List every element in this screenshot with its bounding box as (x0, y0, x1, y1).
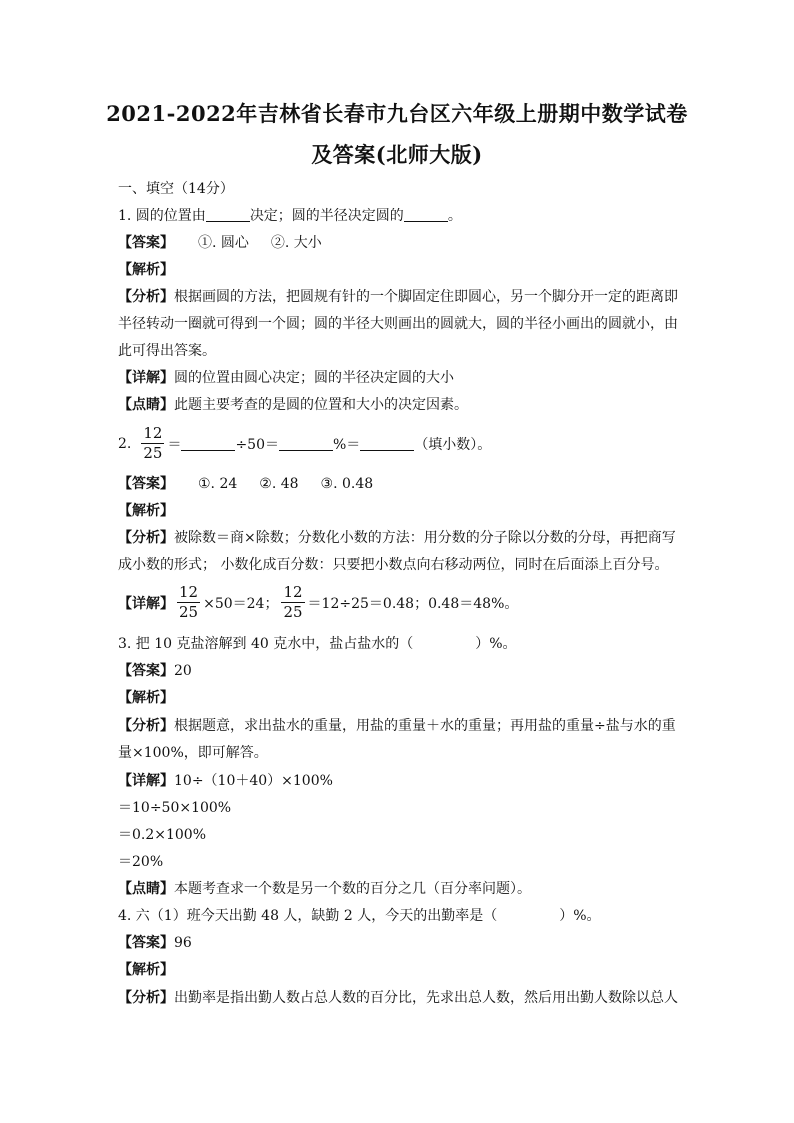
question-3 (118, 634, 517, 654)
q1-answer-a: ①. 圆心 (198, 235, 249, 251)
q2-xj-fraction-1 (177, 583, 200, 622)
q2-xj-frac1-den: 25 (179, 603, 199, 621)
q1-xiangjie (118, 368, 454, 388)
q2-answer (118, 474, 373, 494)
q2-fenxi-2: 成小数的形式； 小数化成百分数：只要把小数点向右移动两位，同时在后面添上百分号。 (118, 557, 669, 573)
q2-blank-3[interactable] (360, 436, 414, 451)
q2-pct-eq: %＝ (333, 436, 361, 453)
q1-blank-2[interactable] (404, 207, 448, 222)
fenxi-label: 【分析】 (118, 289, 174, 305)
q2-answer-c: ③. 0.48 (320, 476, 374, 492)
q4-fenxi-1 (118, 988, 678, 1008)
section-heading: 一、填空（14分） (118, 181, 234, 197)
q2-fenxi-text-1: 被除数＝商×除数；分数化小数的方法：用分数的分子除以分数的分母，再把商写 (174, 530, 676, 546)
q2-frac-num: 12 (143, 424, 163, 442)
document-title-line1: 2021-2022年吉林省长春市九台区六年级上册期中数学试卷 (106, 101, 688, 126)
fenxi-label: 【分析】 (118, 990, 174, 1006)
q3-question-b: ）%。 (475, 636, 517, 652)
q3-step4: ＝20% (118, 854, 164, 870)
xiangjie-label: 【详解】 (118, 370, 174, 386)
q2-xj-fraction-2 (281, 583, 304, 622)
q4-jiexi: 【解析】 (118, 962, 174, 978)
q3-fenxi-text-1: 根据题意，求出盐水的重量，用盐的重量＋水的重量；再用盐的重量÷盐与水的重 (174, 718, 676, 734)
question-1 (118, 206, 462, 226)
q1-prefix: 1. 圆的位置由 (118, 208, 206, 224)
q1-dianjing (118, 395, 468, 415)
q3-fenxi-1 (118, 716, 676, 736)
q2-jiexi: 【解析】 (118, 503, 174, 519)
q2-frac-den: 25 (143, 444, 163, 462)
q3-step2: ＝10÷50×100% (118, 800, 232, 816)
q3-step3: ＝0.2×100% (118, 827, 207, 843)
dianjing-label: 【点睛】 (118, 881, 174, 897)
q3-jiexi: 【解析】 (118, 690, 174, 706)
q1-answer (118, 233, 322, 253)
q2-xj-frac1-num: 12 (179, 583, 199, 601)
question-4 (118, 906, 601, 926)
question-2 (118, 424, 491, 463)
answer-label: 【答案】 (118, 476, 174, 492)
q3-fenxi-2: 量×100%，即可解答。 (118, 745, 268, 761)
q2-xj-part1: ×50＝24； (203, 595, 279, 612)
answer-label: 【答案】 (118, 663, 174, 679)
q3-xiangjie (118, 771, 333, 791)
q2-div50: ÷50＝ (235, 436, 279, 453)
q3-answer-value: 20 (174, 663, 192, 679)
q4-question-b: ）%。 (559, 908, 601, 924)
q1-suffix: 。 (447, 208, 462, 224)
q2-xiangjie (118, 583, 518, 622)
q2-answer-b: ②. 48 (259, 476, 299, 492)
xiangjie-label: 【详解】 (118, 595, 174, 612)
q2-xj-frac2-num: 12 (283, 583, 303, 601)
q3-dianjing (118, 879, 531, 899)
q2-answer-a: ①. 24 (198, 476, 238, 492)
q1-answer-b: ②. 大小 (270, 235, 322, 251)
q2-tail: （填小数）。 (414, 436, 492, 453)
q2-number: 2. (118, 435, 132, 452)
q4-answer (118, 933, 192, 953)
q1-fenxi-3: 此可得出答案。 (118, 343, 216, 359)
q2-eq1: ＝ (167, 436, 182, 453)
q1-fenxi-text-1: 根据画圆的方法，把圆规有针的一个脚固定住即圆心，另一个脚分开一定的距离即 (174, 289, 678, 305)
q2-blank-1[interactable] (181, 436, 235, 451)
dianjing-label: 【点睛】 (118, 397, 174, 413)
q4-answer-value: 96 (174, 935, 192, 951)
q1-fenxi-2: 半径转动一圈就可得到一个圆；圆的半径大则画出的圆就大，圆的半径小画出的圆就小，由 (118, 316, 678, 332)
answer-label: 【答案】 (118, 235, 174, 251)
q1-blank-1[interactable] (206, 207, 250, 222)
q4-question-a: 4. 六（1）班今天出勤 48 人，缺勤 2 人，今天的出勤率是（ (118, 908, 498, 924)
fenxi-label: 【分析】 (118, 718, 174, 734)
q3-answer (118, 661, 192, 681)
q3-question-a: 3. 把 10 克盐溶解到 40 克水中，盐占盐水的（ (118, 636, 414, 652)
q2-xj-part2: ＝12÷25＝0.48；0.48＝48%。 (307, 595, 519, 612)
q1-mid: 决定；圆的半径决定圆的 (249, 208, 404, 224)
q3-step1: 10÷（10＋40）×100% (174, 773, 333, 789)
document-title-line2: 及答案(北师大版) (311, 142, 483, 167)
q1-xiangjie-text: 圆的位置由圆心决定；圆的半径决定圆的大小 (174, 370, 454, 386)
q2-fenxi-1 (118, 528, 676, 548)
q3-dianjing-text: 本题考查求一个数是另一个数的百分之几（百分率问题）。 (174, 881, 531, 897)
q1-fenxi-1 (118, 287, 678, 307)
q2-fraction (141, 424, 164, 463)
q1-dianjing-text: 此题主要考查的是圆的位置和大小的决定因素。 (174, 397, 468, 413)
answer-label: 【答案】 (118, 935, 174, 951)
q4-fenxi-text-1: 出勤率是指出勤人数占总人数的百分比，先求出总人数，然后用出勤人数除以总人 (174, 990, 678, 1006)
q2-blank-2[interactable] (279, 436, 333, 451)
q2-xj-frac2-den: 25 (283, 603, 303, 621)
xiangjie-label: 【详解】 (118, 773, 174, 789)
fenxi-label: 【分析】 (118, 530, 174, 546)
q1-jiexi: 【解析】 (118, 262, 174, 278)
